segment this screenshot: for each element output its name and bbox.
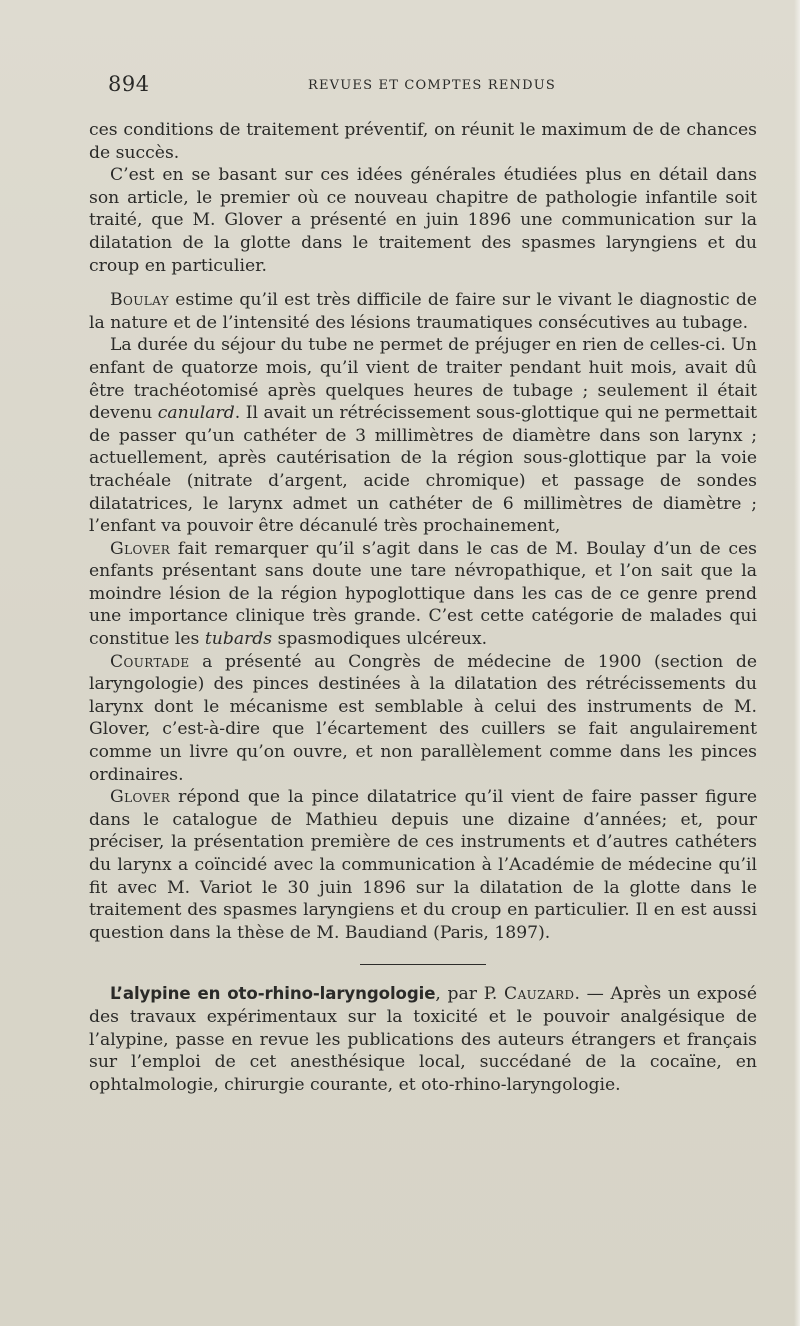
paragraph-text: a présenté au Congrès de médecine de 1900 (section de laryngologie) des pinces destinées à la dilatation des rétrécissements du larynx dont le mécanisme est semblable à celui des instruments de M. Glover, c’est-à-dire que l’écartement des cuillers se fait angulairement comme un livre qu’on ouvre, et non parallèlement comme dans les pinces ordinaires. [89,651,757,785]
article-title: L’alypine en oto-rhino-laryngologie [110,984,436,1004]
paragraph-boulay-remark [89,289,757,334]
article-review [89,983,757,1096]
byline-text: , par P. [435,984,505,1005]
paragraph-text: spasmodiques ulcéreux. [272,629,488,650]
speaker-name: Boulay [110,290,170,311]
paragraph-glover-reply [89,538,757,651]
paragraph-text: fait remarquer qu’il s’agit dans le cas de M. Boulay d’un de ces enfants présentant sans doute une tare névropathique, et l’on sait que la moindre lésion de la région hypoglottique dans les cas de ce genre prend une importance clinique très grande. C’est cette catégorie de malades qui constitue les [89,538,757,650]
speaker-name: Glover [110,787,171,808]
paragraph-text: La durée du séjour du tube ne permet de préjuger en rien de celles-ci. Un enfant de quatorze mois, qu’il vient de traiter pendant huit mois, avait dû être trachéotomisé après quelques heures de tubage ; seulement il était devenu [89,335,757,424]
article-text: . — Après un exposé des travaux expérimentaux sur la toxicité et le pouvoir analgésique de l’alypine, passe en revue les publications des auteurs étrangers et français sur l’emploi de cet anesthésique local, succédané de la cocaïne, en ophtalmologie, chirurgie courante, et oto-rhino-laryngologie. [89,984,757,1095]
paragraph-boulay-case [89,334,757,537]
text-body [89,119,757,1096]
speaker-name: Courtade [110,651,190,672]
paragraph-glover-communication: C’est en se basant sur ces idées générales étudiées plus en détail dans son article, le premier où ce nouveau chapitre de pathologie infantile soit traité, que M. Glover a présenté en juin 1896 une communication sur la dilatation de la glotte dans le traitement des spasmes laryngiens et du croup en particulier. [89,165,757,276]
running-title: REVUES ET COMPTES RENDUS [307,78,557,93]
speaker-name: Glover [110,538,171,559]
paragraph-continuation: ces conditions de traitement préventif, on réunit le maximum de de chances de succès. [89,120,757,163]
paragraph-glover-response [89,786,757,944]
italic-term: tubards [204,629,273,650]
running-head [108,72,756,100]
section-divider [360,964,486,965]
page-number: 894 [108,72,150,96]
article-author: Cauzard [504,984,575,1005]
paragraph-text: . Il avait un rétrécissement sous-glottique qui ne permettait de passer qu’un cathéter de 3 millimètres de diamètre dans son larynx ; actuellement, après cautérisation de la région sous-glottique par la voie trachéale (nitrate d’argent, acide chromique) et passage de sondes dilatatrices, le larynx admet un cathéter de 6 millimètres de diamètre ; l’enfant va pouvoir être décanulé très prochainement, [89,403,757,537]
italic-term: canulard [157,403,235,424]
paragraph-courtade-remark [89,651,757,787]
paragraph-text: répond que la pince dilatatrice qu’il vient de faire passer figure dans le catalogue de Mathieu depuis une dizaine d’années; et, pour préciser, la présentation première de ces instruments et d’autres cathéters du larynx a coïncidé avec la communication à l’Académie de médecine qu’il fit avec M. Variot le 30 juin 1896 sur la dilatation de la glotte dans le traitement des spasmes laryngiens et du croup en particulier. Il en est aussi question dans la thèse de M. Baudiand (Paris, 1897). [89,787,757,943]
paragraph-text: estime qu’il est très difficile de faire sur le vivant le diagnostic de la nature et de l’intensité des lésions traumatiques consécutives au tubage. [89,290,757,333]
